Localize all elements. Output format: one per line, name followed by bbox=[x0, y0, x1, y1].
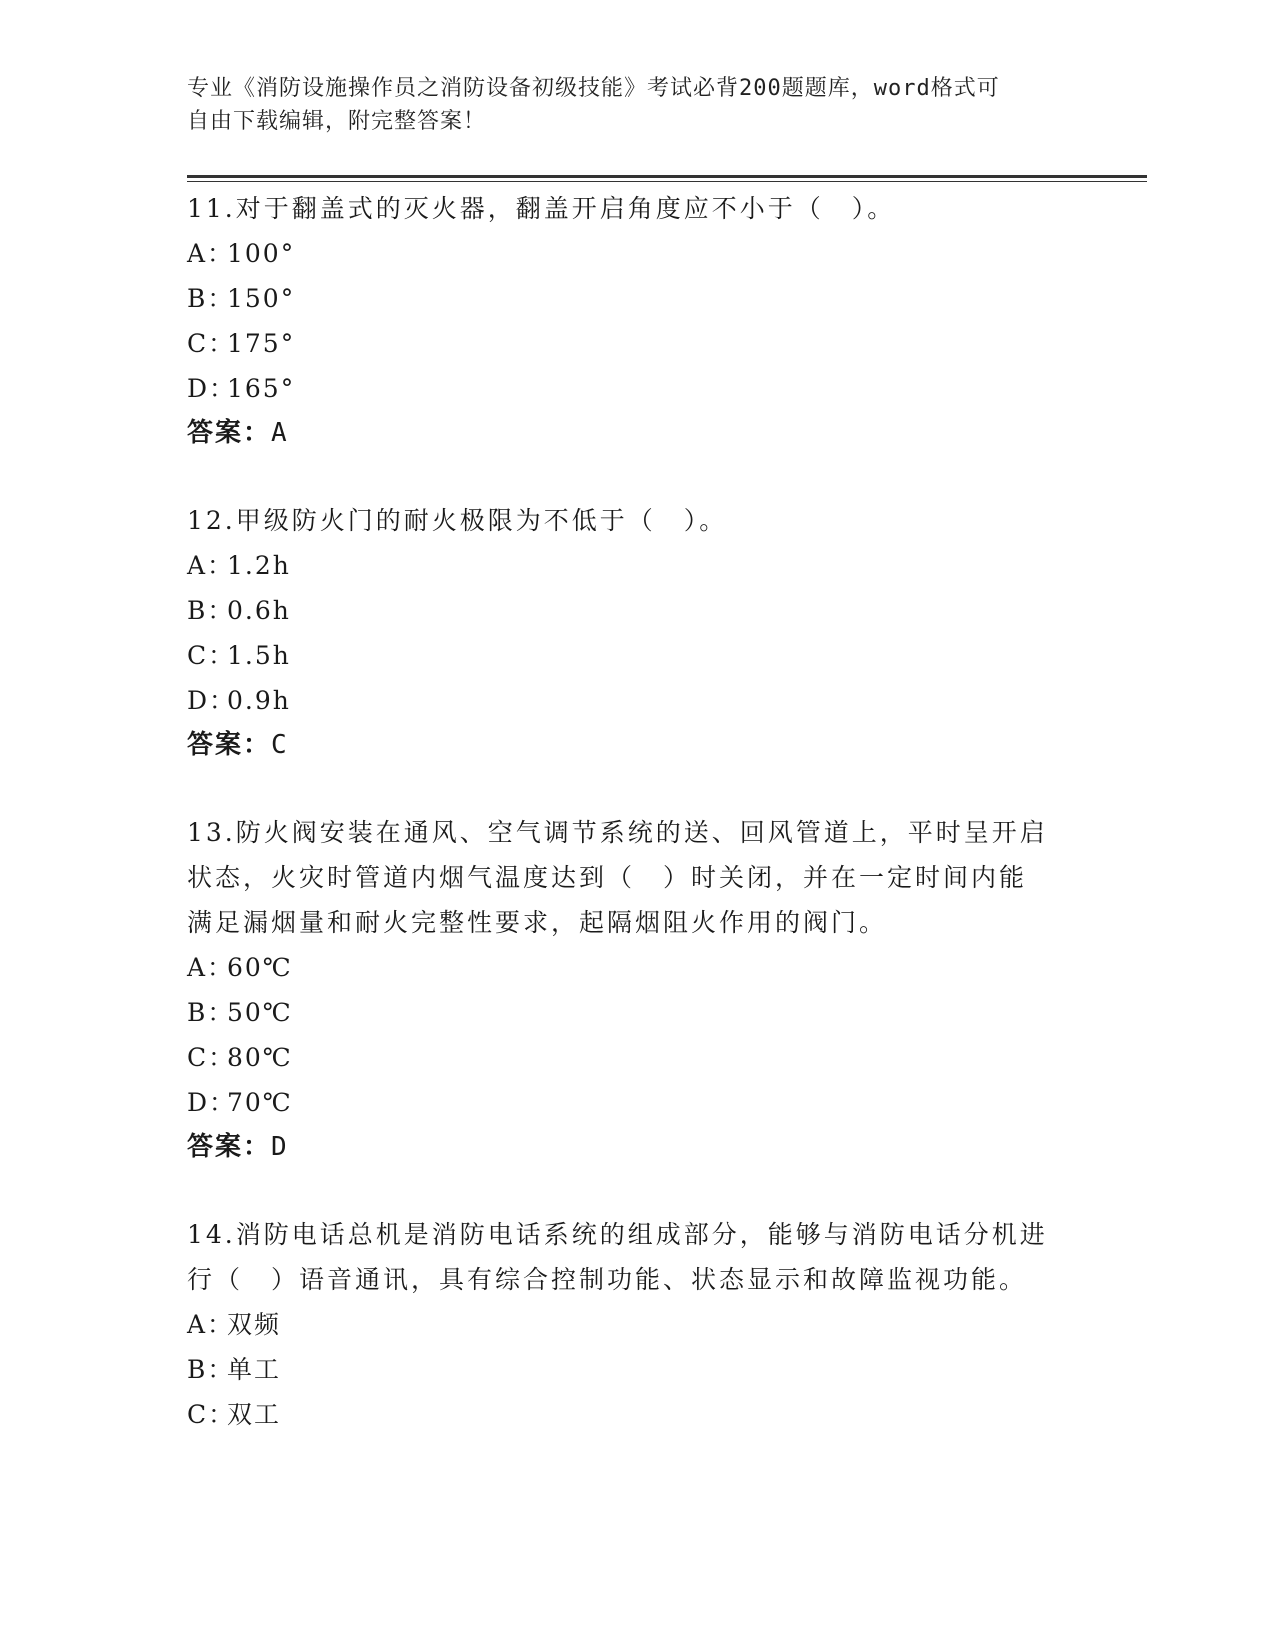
option-text: 0.6h bbox=[227, 596, 291, 625]
question-stem: 14.消防电话总机是消防电话系统的组成部分，能够与消防电话分机进 行（ ）语音通讯，具有综合控制功能、状态显示和故障监视功能。 bbox=[187, 1220, 1048, 1294]
option-text: 175° bbox=[227, 329, 296, 358]
option-row bbox=[187, 945, 1087, 990]
option-key: C： bbox=[187, 1043, 236, 1072]
option-key: B： bbox=[187, 284, 235, 313]
question-item bbox=[187, 1212, 1087, 1437]
answer-label: 答案： bbox=[187, 418, 272, 448]
option-row bbox=[187, 1302, 1087, 1347]
option-text: 双工 bbox=[227, 1400, 282, 1429]
option-row bbox=[187, 1392, 1087, 1437]
answer-label: 答案： bbox=[187, 1132, 272, 1162]
option-key: B： bbox=[187, 1355, 235, 1384]
question-stem: 13.防火阀安装在通风、空气调节系统的送、回风管道上，平时呈开启 状态，火灾时管道内烟气温度达到（ ）时关闭，并在一定时间内能 满足漏烟量和耐火完整性要求，起隔烟阻火作用的阀门。 bbox=[187, 818, 1048, 937]
option-key: D： bbox=[187, 374, 237, 403]
option-text: 60℃ bbox=[227, 953, 293, 982]
option-row bbox=[187, 1035, 1087, 1080]
option-key: A： bbox=[187, 551, 235, 580]
document-header bbox=[187, 72, 1067, 138]
option-row bbox=[187, 990, 1087, 1035]
answer-value: C bbox=[271, 730, 289, 760]
answer-line bbox=[187, 411, 1087, 456]
answer-value: D bbox=[271, 1132, 289, 1162]
option-key: D： bbox=[187, 686, 237, 715]
option-text: 150° bbox=[227, 284, 296, 313]
question-item bbox=[187, 498, 1087, 768]
option-text: 70℃ bbox=[227, 1088, 293, 1117]
option-row bbox=[187, 678, 1087, 723]
question-stem: 12.甲级防火门的耐火极限为不低于（ ）。 bbox=[187, 506, 728, 535]
header-line-1: 专业《消防设施操作员之消防设备初级技能》考试必背200题题库，word格式可 bbox=[187, 76, 1000, 101]
option-text: 单工 bbox=[227, 1355, 282, 1384]
option-row bbox=[187, 543, 1087, 588]
option-text: 0.9h bbox=[227, 686, 291, 715]
option-key: D： bbox=[187, 1088, 237, 1117]
option-row bbox=[187, 1347, 1087, 1392]
option-row bbox=[187, 633, 1087, 678]
option-text: 50℃ bbox=[227, 998, 293, 1027]
option-row bbox=[187, 321, 1087, 366]
option-text: 80℃ bbox=[227, 1043, 293, 1072]
header-rule-thick bbox=[187, 175, 1147, 178]
option-text: 1.2h bbox=[227, 551, 291, 580]
option-text: 1.5h bbox=[227, 641, 291, 670]
option-key: C： bbox=[187, 641, 236, 670]
question-item bbox=[187, 186, 1087, 456]
option-row bbox=[187, 588, 1087, 633]
option-row bbox=[187, 1080, 1087, 1125]
answer-line bbox=[187, 723, 1087, 768]
option-row bbox=[187, 366, 1087, 411]
question-item bbox=[187, 810, 1087, 1170]
option-key: A： bbox=[187, 239, 235, 268]
question-stem: 11.对于翻盖式的灭火器，翻盖开启角度应不小于（ ）。 bbox=[187, 194, 896, 223]
option-key: A： bbox=[187, 953, 235, 982]
option-row bbox=[187, 231, 1087, 276]
option-row bbox=[187, 276, 1087, 321]
answer-value: A bbox=[271, 418, 289, 448]
option-key: C： bbox=[187, 1400, 236, 1429]
option-text: 100° bbox=[227, 239, 296, 268]
header-rule-thin bbox=[187, 181, 1147, 182]
question-list bbox=[187, 186, 1087, 1479]
option-text: 双频 bbox=[227, 1310, 282, 1339]
option-key: B： bbox=[187, 998, 235, 1027]
header-line-2: 自由下载编辑，附完整答案！ bbox=[187, 109, 487, 134]
option-key: C： bbox=[187, 329, 236, 358]
option-key: A： bbox=[187, 1310, 235, 1339]
option-key: B： bbox=[187, 596, 235, 625]
option-text: 165° bbox=[227, 374, 296, 403]
answer-line bbox=[187, 1125, 1087, 1170]
answer-label: 答案： bbox=[187, 730, 272, 760]
